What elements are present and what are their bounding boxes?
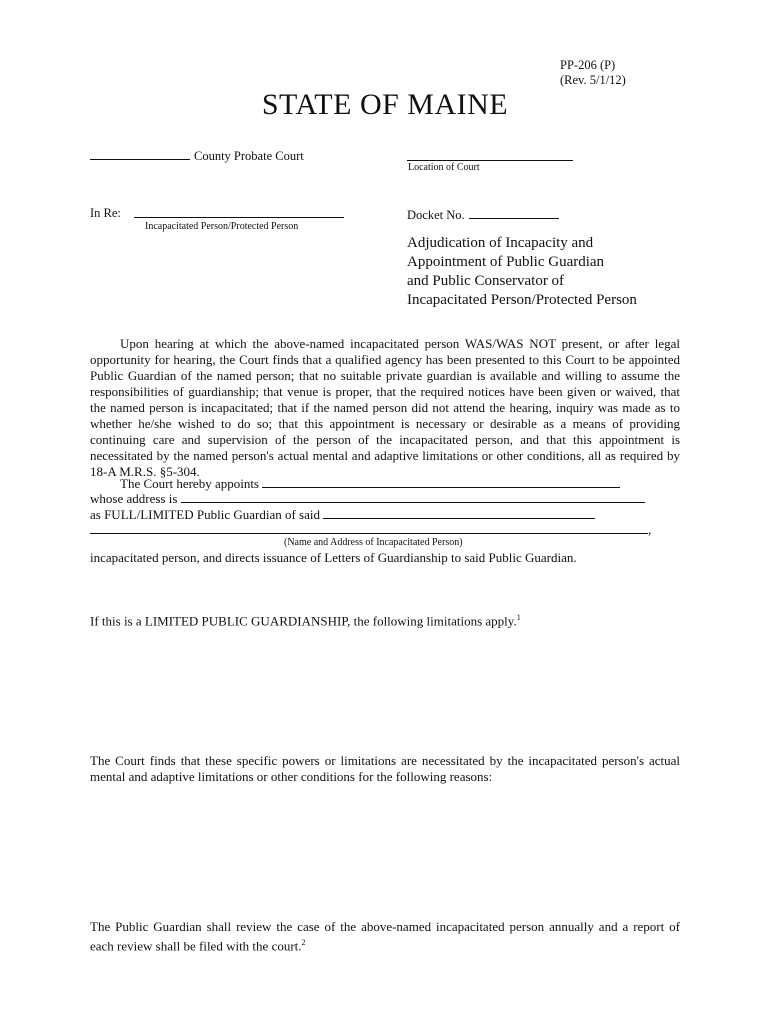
reasons-text: The Court finds that these specific powers or limitations are necessitated by the incapacitated person's actual mental and adaptive limitations or other conditions for the following reasons: — [90, 753, 680, 784]
limited-row — [90, 610, 521, 629]
page-title: STATE OF MAINE — [261, 88, 509, 121]
document-heading — [407, 234, 637, 310]
guardian-row — [90, 507, 595, 523]
county-court-row — [90, 147, 304, 165]
appoints-label: The Court hereby appoints — [120, 476, 259, 491]
limited-text: If this is a LIMITED PUBLIC GUARDIANSHIP, the following limitations apply. — [90, 613, 517, 629]
address-label: whose address is — [90, 491, 178, 506]
form-revision: (Rev. 5/1/12) — [560, 73, 626, 87]
ward-address-field[interactable] — [90, 523, 648, 534]
address-row — [90, 491, 645, 507]
heading-line-2: Appointment of Public Guardian — [407, 254, 605, 270]
in-re-caption: Incapacitated Person/Protected Person — [145, 221, 299, 232]
reasons-area[interactable] — [90, 795, 680, 910]
appointment-closing: incapacitated person, and directs issuance of Letters of Guardianship to said Public Guardian. — [90, 550, 577, 565]
docket-row — [407, 206, 559, 224]
appointee-field[interactable] — [262, 477, 620, 488]
county-field[interactable] — [90, 149, 190, 160]
review-paragraph — [90, 919, 680, 954]
findings-paragraph — [90, 336, 680, 480]
footnote-1-mark: 1 — [516, 613, 521, 622]
ward-field[interactable] — [323, 508, 595, 519]
location-field[interactable] — [407, 150, 573, 161]
address-field[interactable] — [181, 492, 645, 503]
location-label: Location of Court — [408, 162, 480, 173]
name-address-caption: (Name and Address of Incapacitated Person) — [284, 537, 463, 548]
ward-address-row: , — [90, 522, 651, 538]
reasons-paragraph — [90, 753, 680, 785]
in-re-field[interactable] — [134, 207, 344, 218]
heading-line-1: Adjudication of Incapacity and — [407, 235, 594, 251]
docket-label: Docket No. — [407, 208, 465, 222]
footnote-2-mark: 2 — [301, 938, 306, 947]
findings-text: Upon hearing at which the above-named incapacitated person WAS/WAS NOT present, or after legal opportunity for hearing, the Court finds that a qualified agency has been presented to this Court to be appointed Public Guardian of the named person; that no suitable private guardian is available and willing to assume the responsibilities of guardianship; that venue is proper, that the required notices have been given or waived, that the named person is incapacitated; that if the named person did not attend the hearing, inquiry was made as to whether he/she wished to do so; that this appointment is necessary or desirable as a means of providing continuing care and supervision of the person of the incapacitated person, and that this appointment is necessitated by the named person's actual mental and adaptive limitations or other conditions, all as required by 18-A M.R.S. §5-304. — [90, 336, 680, 479]
appoints-row — [120, 476, 620, 492]
docket-field[interactable] — [469, 208, 559, 219]
heading-line-4: Incapacitated Person/Protected Person — [407, 292, 637, 308]
limitations-area[interactable] — [90, 632, 680, 742]
form-number: PP-206 (P) — [560, 58, 616, 72]
review-text: The Public Guardian shall review the case of the above-named incapacitated person annually and a report of each review shall be filed with the court. — [90, 919, 680, 954]
heading-line-3: and Public Conservator of — [407, 273, 565, 289]
guardian-label: as FULL/LIMITED Public Guardian of said — [90, 507, 320, 522]
in-re-label: In Re: — [90, 206, 121, 220]
county-court-label: County Probate Court — [194, 149, 304, 163]
